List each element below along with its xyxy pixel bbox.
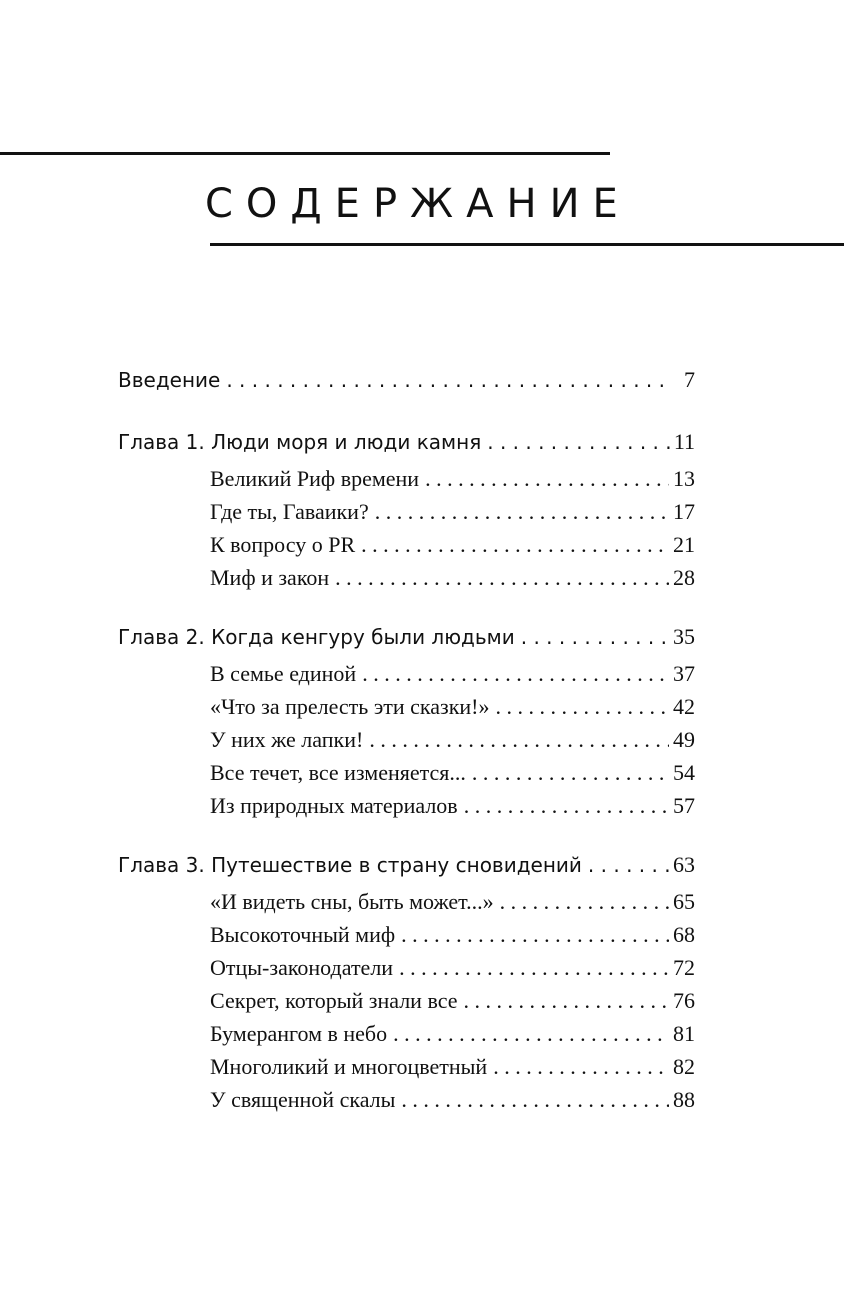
toc-section-page: 57: [673, 793, 695, 818]
toc-section[interactable]: [118, 951, 695, 984]
toc-section-page: 28: [673, 565, 695, 590]
toc-section-title: Из природных материалов: [210, 793, 458, 818]
toc-section-title: «Что за прелесть эти сказки!»: [210, 694, 490, 719]
toc-section-title: «И видеть сны, быть может...»: [210, 889, 494, 914]
toc-section-title: В семье единой: [210, 661, 357, 686]
toc-section[interactable]: [118, 1050, 695, 1083]
toc-entry-title: Введение: [118, 368, 221, 392]
toc-section-title: Миф и закон: [210, 565, 330, 590]
toc-chapter-1[interactable]: [118, 422, 695, 462]
dot-leader: [487, 422, 670, 462]
dot-leader: [500, 885, 669, 918]
dot-leader: [335, 561, 669, 594]
toc-chapter-title: Глава 3. Путешествие в страну сновидений: [118, 853, 582, 877]
dot-leader: [393, 1017, 669, 1050]
toc-entry-page: 7: [684, 367, 695, 392]
dot-leader: [521, 617, 669, 657]
toc-chapter-3[interactable]: [118, 845, 695, 885]
toc-section-page: 49: [673, 727, 695, 752]
toc-section-title: У священной скалы: [210, 1087, 396, 1112]
toc-section[interactable]: [118, 918, 695, 951]
toc-section[interactable]: [118, 462, 695, 495]
toc-chapter-page: 63: [673, 852, 695, 877]
page-title: СОДЕРЖАНИЕ: [205, 181, 631, 227]
dot-leader: [472, 756, 669, 789]
toc-chapter-title: Глава 1. Люди моря и люди камня: [118, 430, 482, 454]
toc-section-title: Великий Риф времени: [210, 466, 420, 491]
toc-section-title: Все течет, все изменяется...: [210, 760, 466, 785]
toc-section[interactable]: [118, 1017, 695, 1050]
toc-section-page: 82: [673, 1054, 695, 1079]
toc-section-page: 37: [673, 661, 695, 686]
dot-leader: [464, 789, 669, 822]
toc-section-title: Бумерангом в небо: [210, 1021, 388, 1046]
dot-leader: [496, 690, 669, 723]
toc-section-page: 17: [673, 499, 695, 524]
toc-section-page: 54: [673, 760, 695, 785]
toc-section[interactable]: [118, 495, 695, 528]
toc-section[interactable]: [118, 789, 695, 822]
dot-leader: [401, 1083, 669, 1116]
toc-section[interactable]: [118, 528, 695, 561]
dot-leader: [362, 657, 669, 690]
toc-section-page: 72: [673, 955, 695, 980]
toc-section[interactable]: [118, 657, 695, 690]
dot-leader: [369, 723, 669, 756]
dot-leader: [399, 951, 669, 984]
toc-section-page: 13: [673, 466, 695, 491]
toc-section-title: Высокоточный миф: [210, 922, 396, 947]
dot-leader: [361, 528, 669, 561]
toc-section-title: К вопросу о PR: [210, 532, 356, 557]
toc-section-page: 81: [673, 1021, 695, 1046]
dot-leader: [588, 845, 669, 885]
table-of-contents: [118, 360, 695, 1116]
dot-leader: [425, 462, 669, 495]
toc-chapter-title: Глава 2. Когда кенгуру были людьми: [118, 625, 515, 649]
toc-section-title: Секрет, который знали все: [210, 988, 458, 1013]
toc-section[interactable]: [118, 690, 695, 723]
dot-leader: [375, 495, 669, 528]
toc-section[interactable]: [118, 984, 695, 1017]
dot-leader: [493, 1050, 669, 1083]
toc-section-title: Где ты, Гаваики?: [210, 499, 369, 524]
toc-section-title: Многоликий и многоцветный: [210, 1054, 488, 1079]
toc-section-page: 68: [673, 922, 695, 947]
toc-section[interactable]: [118, 561, 695, 594]
toc-section-page: 42: [673, 694, 695, 719]
dot-leader: [464, 984, 669, 1017]
toc-section-page: 88: [673, 1087, 695, 1112]
toc-section[interactable]: [118, 885, 695, 918]
toc-entry-intro[interactable]: [118, 360, 695, 400]
toc-section-page: 21: [673, 532, 695, 557]
toc-section[interactable]: [118, 756, 695, 789]
bottom-rule: [210, 243, 844, 246]
toc-section-page: 76: [673, 988, 695, 1013]
toc-section-title: У них же лапки!: [210, 727, 364, 752]
toc-section[interactable]: [118, 723, 695, 756]
top-rule: [0, 152, 610, 155]
toc-section-page: 65: [673, 889, 695, 914]
toc-chapter-2[interactable]: [118, 617, 695, 657]
toc-section-title: Отцы-законодатели: [210, 955, 394, 980]
dot-leader: [226, 360, 671, 400]
toc-chapter-page: 11: [673, 429, 695, 454]
dot-leader: [401, 918, 669, 951]
toc-section[interactable]: [118, 1083, 695, 1116]
toc-chapter-page: 35: [673, 624, 695, 649]
